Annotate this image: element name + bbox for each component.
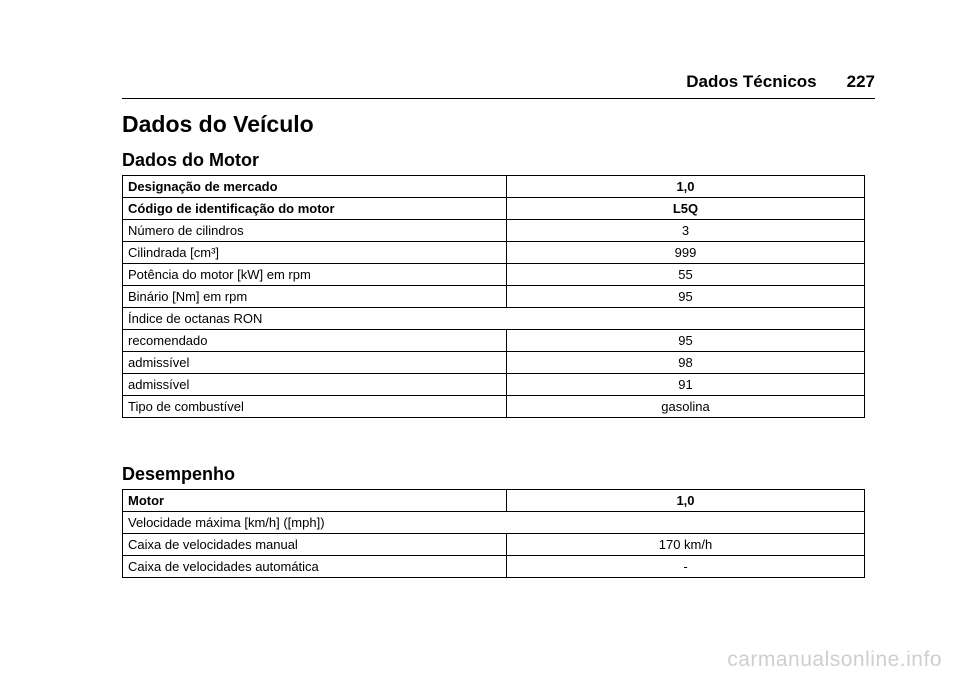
row-label: Caixa de velocidades manual bbox=[123, 534, 507, 556]
row-value: 1,0 bbox=[507, 490, 865, 512]
engine-section-title: Dados do Motor bbox=[122, 150, 259, 170]
row-value: 999 bbox=[507, 242, 865, 264]
row-label: Código de identificação do motor bbox=[123, 198, 507, 220]
table-row bbox=[123, 198, 865, 220]
row-value: 91 bbox=[507, 374, 865, 396]
row-value: gasolina bbox=[507, 396, 865, 418]
row-label: Caixa de velocidades automática bbox=[123, 556, 507, 578]
page-header bbox=[122, 72, 875, 92]
table-row bbox=[123, 534, 865, 556]
table-row bbox=[123, 308, 865, 330]
watermark: carmanualsonline.info bbox=[727, 648, 942, 671]
row-value: 55 bbox=[507, 264, 865, 286]
row-value: 3 bbox=[507, 220, 865, 242]
page-title: Dados do Veículo bbox=[122, 111, 314, 137]
row-value: - bbox=[507, 556, 865, 578]
row-label: Número de cilindros bbox=[123, 220, 507, 242]
row-value: 95 bbox=[507, 330, 865, 352]
row-label: Cilindrada [cm³] bbox=[123, 242, 507, 264]
row-label: Designação de mercado bbox=[123, 176, 507, 198]
row-label: Índice de octanas RON bbox=[123, 308, 865, 330]
table-row bbox=[123, 396, 865, 418]
table-row bbox=[123, 330, 865, 352]
table-row bbox=[123, 242, 865, 264]
table-row bbox=[123, 374, 865, 396]
row-value: 98 bbox=[507, 352, 865, 374]
performance-data-table bbox=[122, 489, 865, 578]
table-row bbox=[123, 220, 865, 242]
row-label: recomendado bbox=[123, 330, 507, 352]
performance-section-title: Desempenho bbox=[122, 464, 236, 484]
row-value: L5Q bbox=[507, 198, 865, 220]
row-label: Potência do motor [kW] em rpm bbox=[123, 264, 507, 286]
row-value: 95 bbox=[507, 286, 865, 308]
table-row bbox=[123, 352, 865, 374]
row-label: Tipo de combustível bbox=[123, 396, 507, 418]
engine-data-table bbox=[122, 175, 865, 418]
table-row bbox=[123, 286, 865, 308]
row-value: 1,0 bbox=[507, 176, 865, 198]
header-rule bbox=[122, 98, 875, 99]
row-value: 170 km/h bbox=[507, 534, 865, 556]
table-row bbox=[123, 556, 865, 578]
table-row bbox=[123, 176, 865, 198]
row-label: admissível bbox=[123, 352, 507, 374]
page-number: 227 bbox=[846, 72, 875, 91]
row-label: Binário [Nm] em rpm bbox=[123, 286, 507, 308]
row-label: Motor bbox=[123, 490, 507, 512]
table-row bbox=[123, 490, 865, 512]
table-row bbox=[123, 512, 865, 534]
row-label: Velocidade máxima [km/h] ([mph]) bbox=[123, 512, 865, 534]
row-label: admissível bbox=[123, 374, 507, 396]
chapter-title: Dados Técnicos bbox=[686, 72, 817, 91]
table-row bbox=[123, 264, 865, 286]
